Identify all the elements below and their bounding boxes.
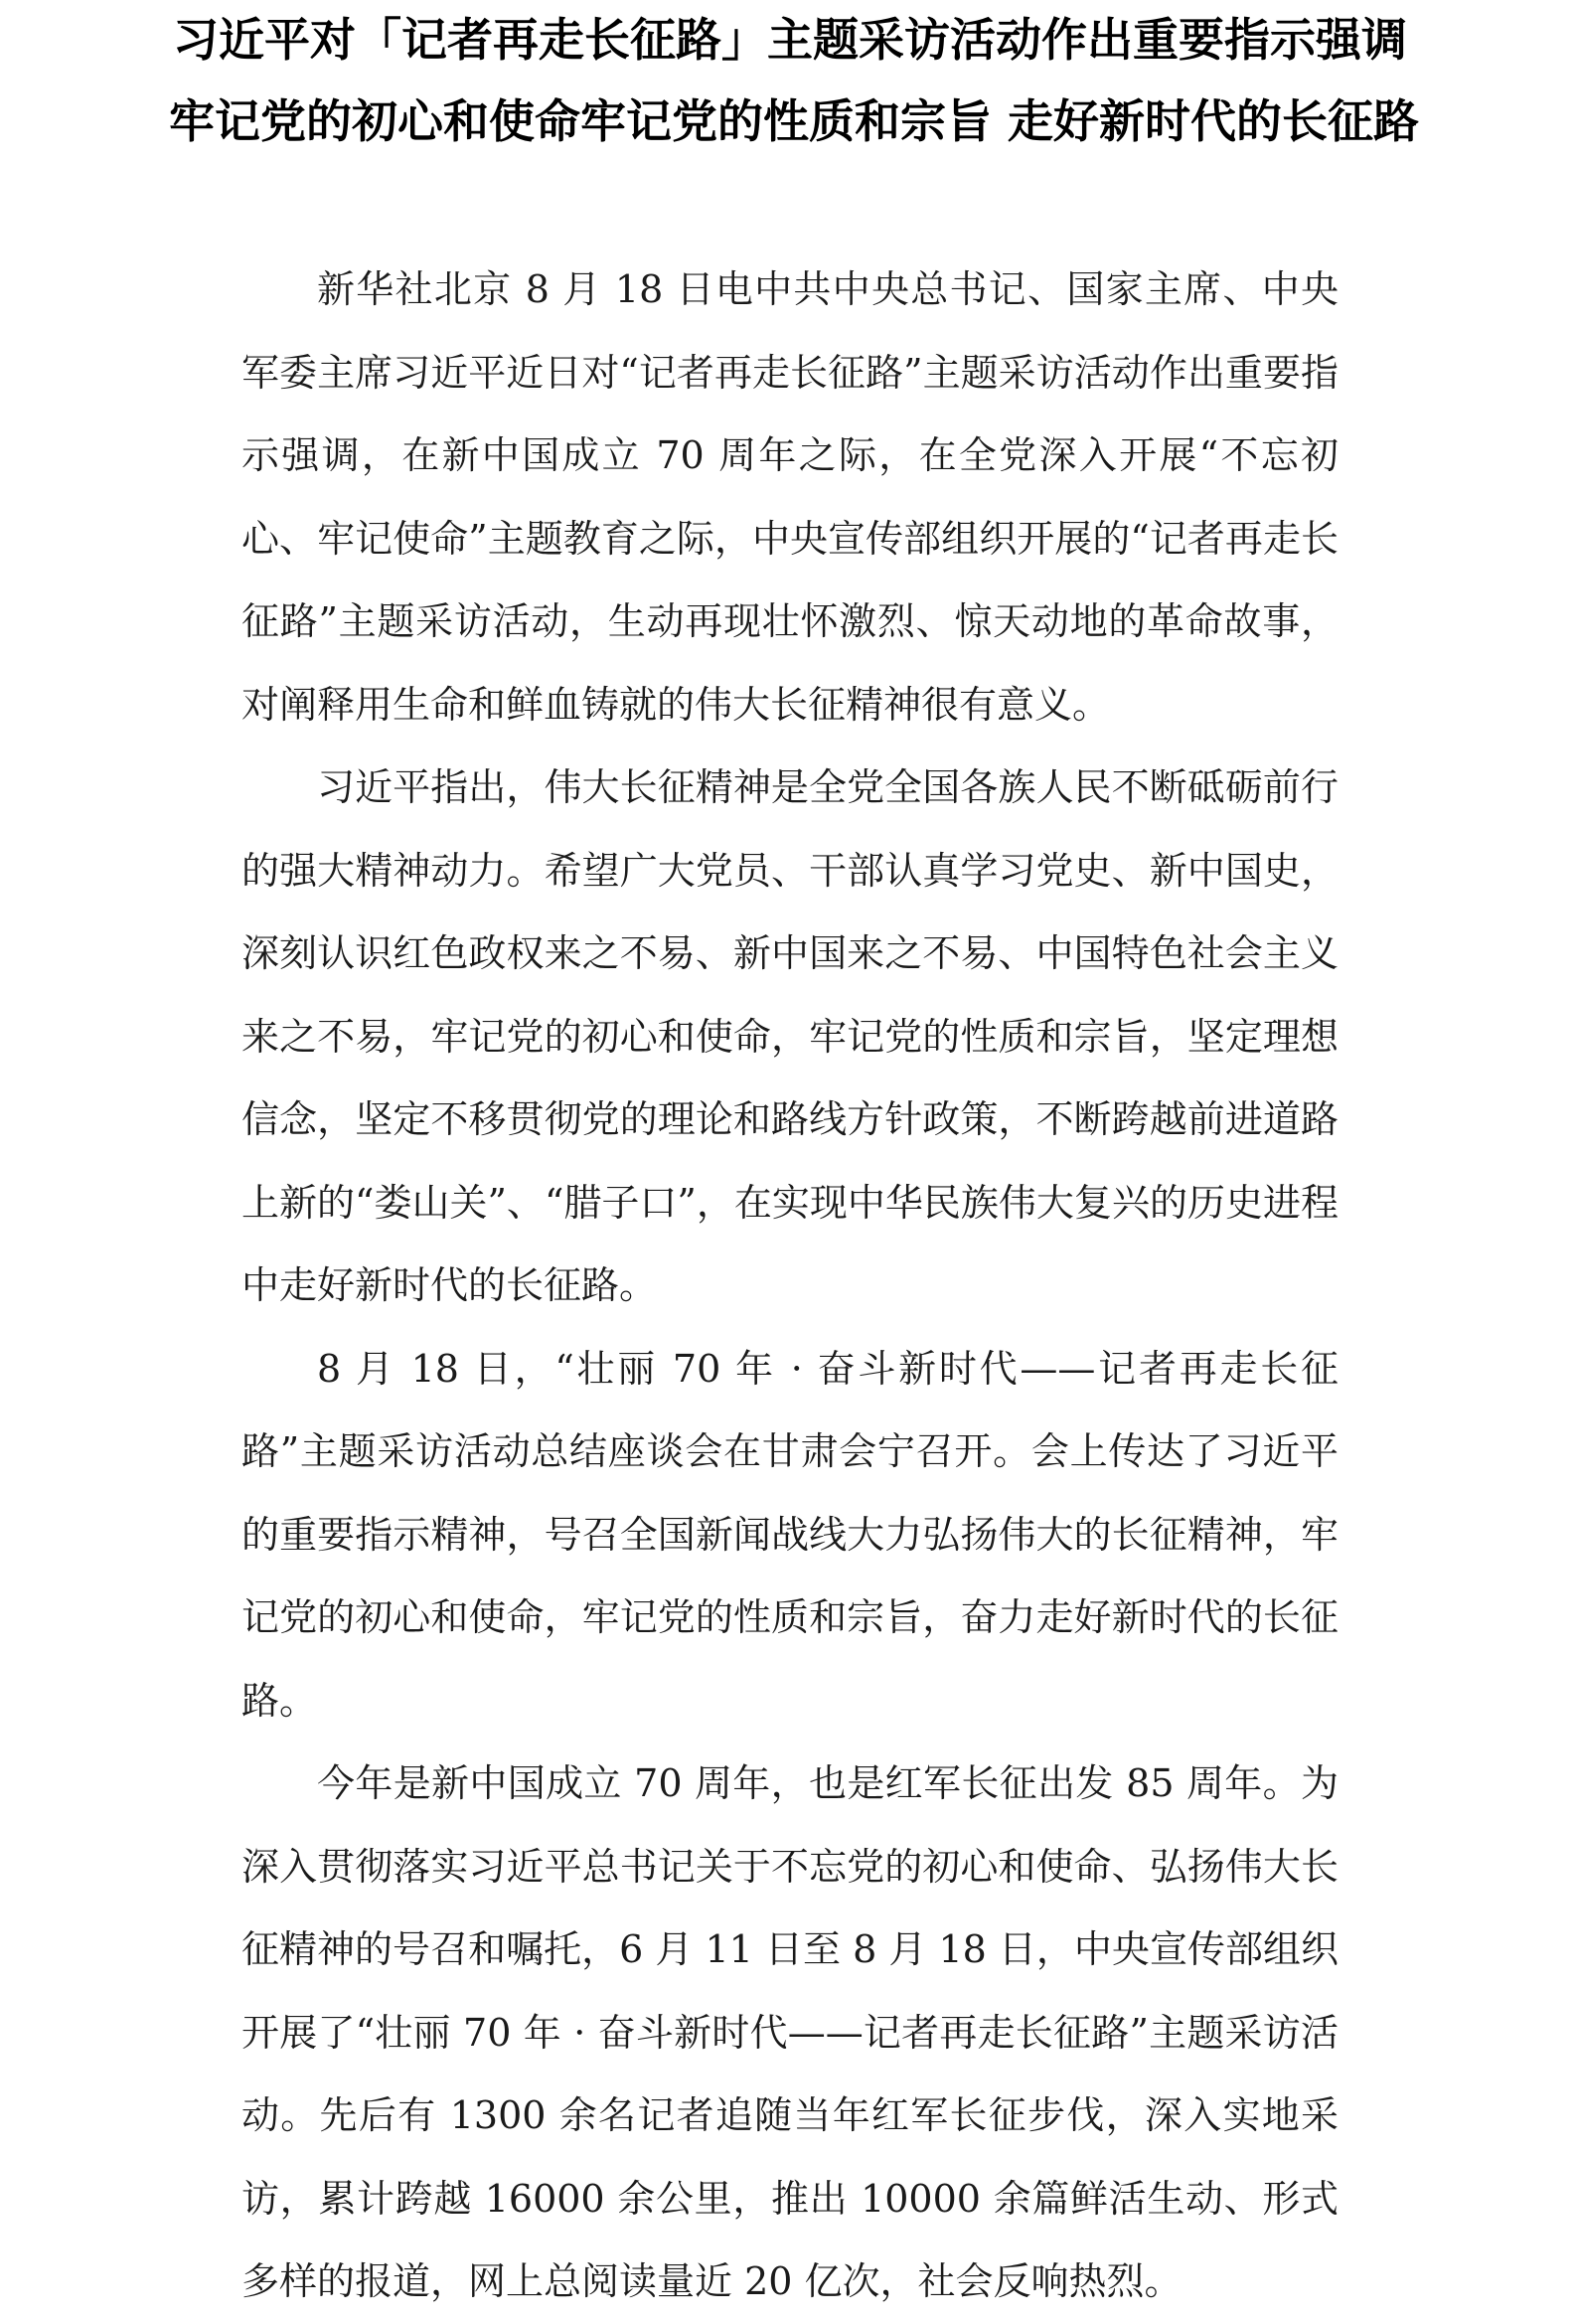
paragraph-4: 今年是新中国成立 70 周年，也是红军长征出发 85 周年。为深入贯彻落实习近平总书记关于不忘党的初心和使命、弘扬伟大长征精神的号召和嘱托，6 月 11 日至 8 月 18 日，中央宣传部组织开展了“壮丽 70 年 · 奋斗新时代——记者再走长征路”主题采访活动。先后有 1300 余名记者追随当年红军长征步伐，深入实地采访，累计跨越 16000 余公里，推出 10000 余篇鲜活生动、形式多样的报道，网上总阅读量近 20 亿次，社会反响热烈。 (241, 1761, 1339, 2303)
headline-line-2: 牢记党的初心和使命牢记党的性质和宗旨 走好新时代的长征路 (169, 94, 1420, 148)
paragraph-3: 8 月 18 日，“壮丽 70 年 · 奋斗新时代——记者再走长征路”主题采访活动总结座谈会在甘肃会宁召开。会上传达了习近平的重要指示精神，号召全国新闻战线大力弘扬伟大的长征精神，牢记党的初心和使命，牢记党的性质和宗旨，奋力走好新时代的长征路。 (241, 1346, 1339, 1723)
paragraph-2: 习近平指出，伟大长征精神是全党全国各族人民不断砥砺前行的强大精神动力。希望广大党员、干部认真学习党史、新中国史，深刻认识红色政权来之不易、新中国来之不易、中国特色社会主义来之不易，牢记党的初心和使命，牢记党的性质和宗旨，坚定理想信念，坚定不移贯彻党的理论和路线方针政策，不断跨越前进道路上新的“娄山关”、“腊子口”，在实现中华民族伟大复兴的历史进程中走好新时代的长征路。 (241, 765, 1339, 1307)
article-body (241, 249, 1339, 2324)
paragraph-1: 新华社北京 8 月 18 日电中共中央总书记、国家主席、中央军委主席习近平近日对“记者再走长征路”主题采访活动作出重要指示强调，在新中国成立 70 周年之际，在全党深入开展“不忘初心、牢记使命”主题教育之际，中央宣传部组织开展的“记者再走长征路”主题采访活动，生动再现壮怀激烈、惊天动地的革命故事，对阐释用生命和鲜血铸就的伟大长征精神很有意义。 (241, 267, 1339, 727)
headline-line-1: 习近平对「记者再走长征路」主题采访活动作出重要指示强调 (173, 13, 1407, 67)
